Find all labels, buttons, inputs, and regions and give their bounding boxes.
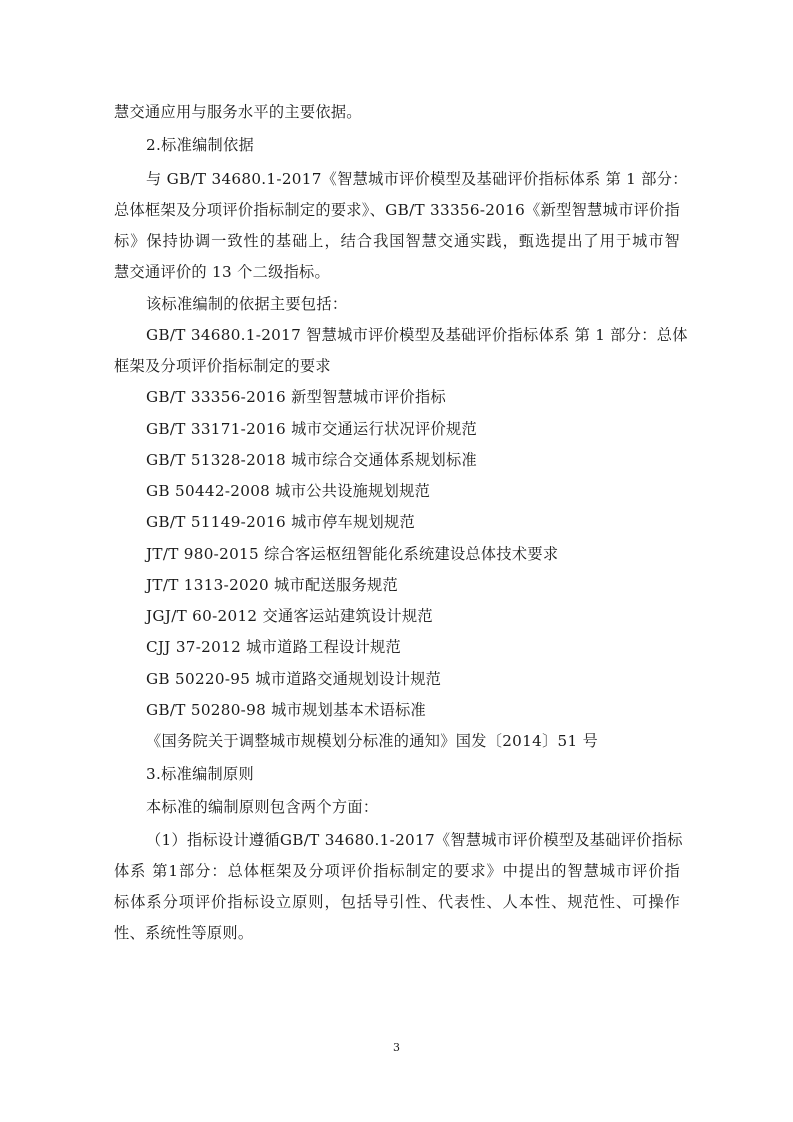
paragraph-line: （1）指标设计遵循GB/T 34680.1-2017《智慧城市评价模型及基础评价指标 [146, 831, 683, 849]
reference-item: GB/T 33171-2016 城市交通运行状况评价规范 [146, 420, 477, 438]
paragraph-line: 标》保持协调一致性的基础上，结合我国智慧交通实践，甄选提出了用于城市智 [114, 232, 680, 250]
reference-item: GB/T 34680.1-2017 智慧城市评价模型及基础评价指标体系 第 1 部分：总体 [146, 326, 688, 344]
paragraph-line: 本标准的编制原则包含两个方面： [146, 798, 379, 816]
reference-item: JT/T 980-2015 综合客运枢纽智能化系统建设总体技术要求 [146, 545, 559, 563]
paragraph-line: 该标准编制的依据主要包括： [146, 295, 348, 313]
reference-item: 《国务院关于调整城市规模划分标准的通知》国发〔2014〕51 号 [146, 732, 599, 750]
paragraph-line: 慧交通评价的 13 个二级指标。 [114, 263, 331, 281]
reference-item: GB 50442-2008 城市公共设施规划规范 [146, 482, 431, 500]
reference-item: CJJ 37-2012 城市道路工程设计规范 [146, 638, 402, 656]
page-number: 3 [393, 1041, 400, 1054]
paragraph-line: 与 GB/T 34680.1-2017《智慧城市评价模型及基础评价指标体系 第 1 部分： [146, 170, 688, 188]
reference-item: GB/T 33356-2016 新型智慧城市评价指标 [146, 388, 446, 406]
reference-item: JT/T 1313-2020 城市配送服务规范 [146, 576, 398, 594]
reference-item: GB 50220-95 城市道路交通规划设计规范 [146, 670, 442, 688]
reference-item: JGJ/T 60-2012 交通客运站建筑设计规范 [146, 607, 433, 625]
paragraph-line: 体系 第1部分：总体框架及分项评价指标制定的要求》中提出的智慧城市评价指 [114, 862, 680, 880]
section-heading: 3.标准编制原则 [146, 765, 255, 783]
paragraph-line: 慧交通应用与服务水平的主要依据。 [114, 103, 362, 121]
reference-item: GB/T 51149-2016 城市停车规划规范 [146, 513, 415, 531]
reference-item: GB/T 50280-98 城市规划基本术语标准 [146, 701, 427, 719]
reference-item: 框架及分项评价指标制定的要求 [114, 357, 331, 375]
reference-item: GB/T 51328-2018 城市综合交通体系规划标准 [146, 451, 477, 469]
section-heading: 2.标准编制依据 [146, 136, 255, 154]
paragraph-line: 性、系统性等原则。 [114, 924, 254, 942]
paragraph-line: 总体框架及分项评价指标制定的要求》、GB/T 33356-2016《新型智慧城市评价指 [114, 201, 681, 219]
paragraph-line: 标体系分项评价指标设立原则，包括导引性、代表性、人本性、规范性、可操作 [114, 893, 680, 911]
